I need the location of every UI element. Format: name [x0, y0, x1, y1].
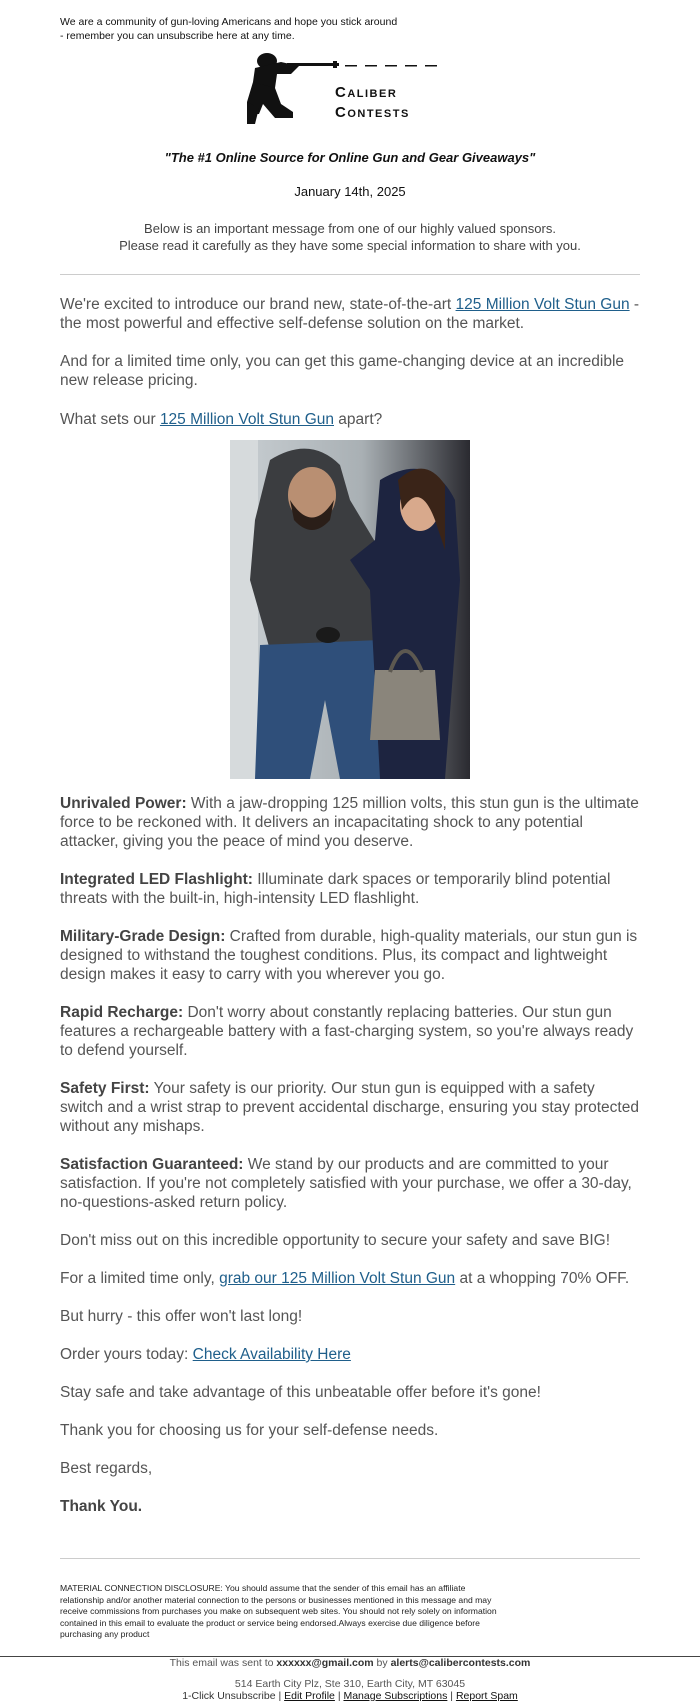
feature-title: Safety First: [60, 1080, 150, 1097]
p1-text: We're excited to introduce our brand new, state-of-the-art [60, 296, 456, 313]
edit-profile-link[interactable]: Edit Profile [284, 1690, 335, 1702]
paragraph-apart [60, 410, 642, 429]
email-date: January 14th, 2025 [294, 184, 406, 199]
limited-text-after: at a whopping 70% OFF. [455, 1270, 630, 1287]
feature-title: Rapid Recharge: [60, 1004, 184, 1021]
paragraph-hurry: But hurry - this offer won't last long! [60, 1308, 303, 1325]
feature-item [60, 794, 642, 851]
feature-title: Military-Grade Design: [60, 928, 226, 945]
intro-line-2: Please read it carefully as they have some special information to share with you. [119, 238, 581, 253]
caliber-contests-logo [247, 52, 453, 132]
feature-title: Integrated LED Flashlight: [60, 871, 253, 888]
one-click-unsubscribe[interactable]: 1-Click Unsubscribe | [182, 1690, 285, 1702]
sender-email: alerts@calibercontests.com [390, 1657, 531, 1669]
p3-text: What sets our [60, 411, 160, 428]
paragraph-intro [60, 295, 642, 333]
sent-prefix: This email was sent to [169, 1657, 277, 1669]
intro-line-1: Below is an important message from one of our highly valued sponsors. [144, 221, 556, 236]
limited-text: For a limited time only, [60, 1270, 220, 1287]
notice-line-2: - remember you can unsubscribe here at any time. [60, 30, 295, 42]
order-text: Order yours today: [60, 1346, 193, 1363]
paragraph-stay-safe: Stay safe and take advantage of this unbeatable offer before it's gone! [60, 1384, 541, 1401]
feature-text: With a jaw-dropping 125 million volts, this stun gun is the ultimate force to be reckoned with. It delivers an incapacitating shock to any potential attacker, giving you the peace of mind you deserve. [60, 795, 639, 850]
feature-text: Illuminate dark spaces or temporarily blind potential threats with the built-in, high-intensity LED flashlight. [60, 871, 611, 907]
sponsor-intro [0, 220, 700, 254]
footer-sent-line [0, 1656, 700, 1670]
feature-text: Your safety is our priority. Our stun gun is equipped with a safety switch and a wrist strap to prevent accidental discharge, ensuring you stay protected without any mishaps. [60, 1080, 639, 1135]
p1-text-after: - the most powerful and effective self-defense solution on the market. [60, 296, 640, 332]
feature-item [60, 870, 642, 908]
separator: | [334, 1690, 344, 1702]
unsubscribe-notice [60, 15, 460, 43]
p3-text-after: apart? [334, 411, 383, 428]
separator: | [447, 1690, 456, 1702]
report-spam-link[interactable]: Report Spam [455, 1690, 518, 1702]
feature-title: Unrivaled Power: [60, 795, 187, 812]
footer-links [0, 1690, 700, 1703]
divider [60, 1558, 640, 1559]
paragraph-limited-offer [60, 1269, 642, 1288]
sent-by: by [373, 1657, 391, 1669]
feature-item [60, 1079, 642, 1136]
stun-gun-link-2[interactable]: 125 Million Volt Stun Gun [159, 411, 334, 428]
product-photo[interactable] [230, 440, 470, 779]
feature-text: We stand by our products and are committed to your satisfaction. If you're not completely satisfied with your purchase, we offer a 30-day, no-questions-asked return policy. [60, 1156, 632, 1211]
feature-text: Crafted from durable, high-quality materials, our stun gun is designed to withstand the toughest conditions. Plus, its compact and lightweight design makes it easy to carry with you wherever you go. [60, 928, 638, 983]
divider [60, 274, 640, 275]
stun-gun-link-1[interactable]: 125 Million Volt Stun Gun [455, 296, 630, 313]
logo-text-line-1: Caliber [335, 84, 398, 101]
feature-title: Satisfaction Guaranteed: [60, 1156, 244, 1173]
check-availability-link[interactable]: Check Availability Here [192, 1346, 351, 1363]
paragraph-regards: Best regards, [60, 1460, 153, 1477]
feature-list [60, 794, 642, 1516]
feature-item [60, 927, 642, 984]
material-disclosure: MATERIAL CONNECTION DISCLOSURE: You should assume that the sender of this email has an affiliate relationship and/or another material connection to the persons or businesses mentioned in this message and may receive commissions from purchases you make on subsequent web sites. You should not rely solely on information contained in this email to evaluate the product or service being endorsed.Always exercise due diligence before purchasing any product [60, 1583, 497, 1639]
recipient-email: xxxxxx@gmail.com [276, 1657, 374, 1669]
footer-address: 514 Earth City Plz, Ste 310, Earth City, MT 63045 [234, 1678, 466, 1690]
paragraph-thanks: Thank you for choosing us for your self-defense needs. [60, 1422, 439, 1439]
feature-item [60, 1003, 642, 1060]
tagline: "The #1 Online Source for Online Gun and Gear Giveaways" [164, 150, 536, 165]
grab-stun-gun-link[interactable]: grab our 125 Million Volt Stun Gun [219, 1270, 456, 1287]
paragraph-limited: And for a limited time only, you can get this game-changing device at an incredible new release pricing. [60, 353, 625, 389]
feature-item [60, 1155, 642, 1212]
manage-subscriptions-link[interactable]: Manage Subscriptions [343, 1690, 448, 1702]
paragraph-order [60, 1345, 642, 1364]
photo-image-icon [230, 440, 470, 779]
feature-text: Don't worry about constantly replacing batteries. Our stun gun features a rechargeable battery with a fast-charging system, so you're always ready to defend yourself. [60, 1004, 634, 1059]
signoff: Thank You. [60, 1498, 143, 1515]
logo-text-line-2: Contests [335, 104, 410, 121]
paragraph-dont-miss: Don't miss out on this incredible opportunity to secure your safety and save BIG! [60, 1232, 611, 1249]
notice-line-1: We are a community of gun-loving Americans and hope you stick around [60, 16, 398, 28]
